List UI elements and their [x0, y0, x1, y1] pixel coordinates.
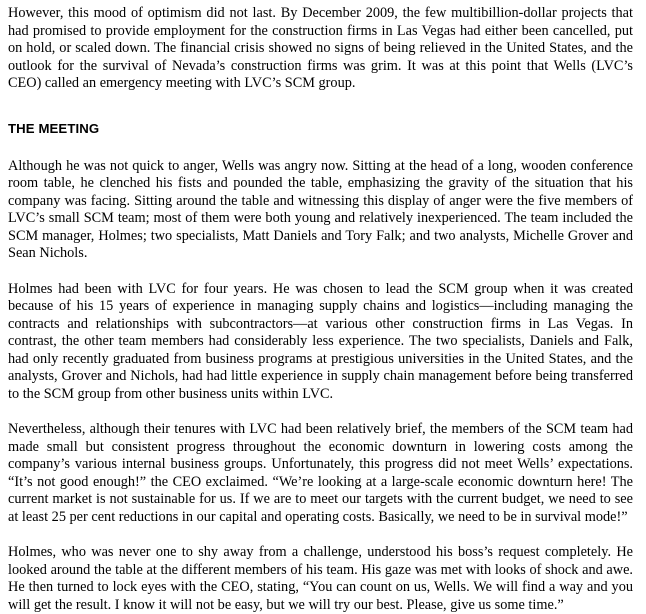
spacer [8, 526, 633, 544]
intro-paragraph: However, this mood of optimism did not last. By December 2009, the few multibillion-dollar projects that had promised to provide employment for the construction firms in Las Vegas had either been cancelled, put on hold, or scaled down. The financial crisis showed no signs of being relieved in the United States, and the outlook for the survival of Nevada’s construction firms was grim. It was at this point that Wells (LVC’s CEO) called an emergency meeting with LVC’s SCM group. [8, 5, 633, 91]
spacer [8, 93, 633, 121]
paragraph-4: Holmes, who was never one to shy away from a challenge, understood his boss’s request completely. He looked around the table at the different members of his team. His gaze was met with looks of shock and awe. He then turned to lock eyes with the CEO, stating, “You can count on us, Wells. We will find a way and you will get the result. I know it will not be easy, but we will try our best. Please, give us some time.” [8, 544, 633, 613]
spacer [8, 137, 633, 158]
paragraph-3: Nevertheless, although their tenures with LVC had been relatively brief, the members of the SCM team had made small but consistent progress throughout the economic downturn in lowering costs among the company’s various internal business groups. Unfortunately, this progress did not meet Wells’ expectations. “It’s not good enough!” the CEO exclaimed. “We’re looking at a large-scale economic downturn here! The current market is not sustainable for us. If we are to meet our targets with the current budget, we need to see at least 25 per cent reductions in our capital and operating costs. Basically, we need to be in survival mode!” [8, 421, 633, 525]
spacer [8, 403, 633, 421]
paragraph-2: Holmes had been with LVC for four years. He was chosen to lead the SCM group when it was created because of his 15 years of experience in managing supply chains and logistics—including managing the contracts and relationships with subcontractors—at various other construction firms in Las Vegas. In contrast, the other team members had considerably less experience. The two specialists, Daniels and Falk, had only recently graduated from business programs at prestigious universities in the United States, and the analysts, Grover and Nichols, had had little experience in supply chain management before being transferred to the SCM group from other business units within LVC. [8, 280, 633, 402]
spacer [8, 263, 633, 281]
section-heading: THE MEETING [8, 120, 100, 136]
document-page [8, 5, 633, 614]
paragraph-1: Although he was not quick to anger, Wells was angry now. Sitting at the head of a long, wooden conference room table, he clenched his fists and pounded the table, emphasizing the gravity of the situation that his company was facing. Sitting around the table and witnessing this display of anger were the five members of LVC’s small SCM team; most of them were both young and relatively inexperienced. The team included the SCM manager, Holmes; two specialists, Matt Daniels and Tory Falk; and two analysts, Michelle Grover and Sean Nichols. [8, 157, 633, 261]
